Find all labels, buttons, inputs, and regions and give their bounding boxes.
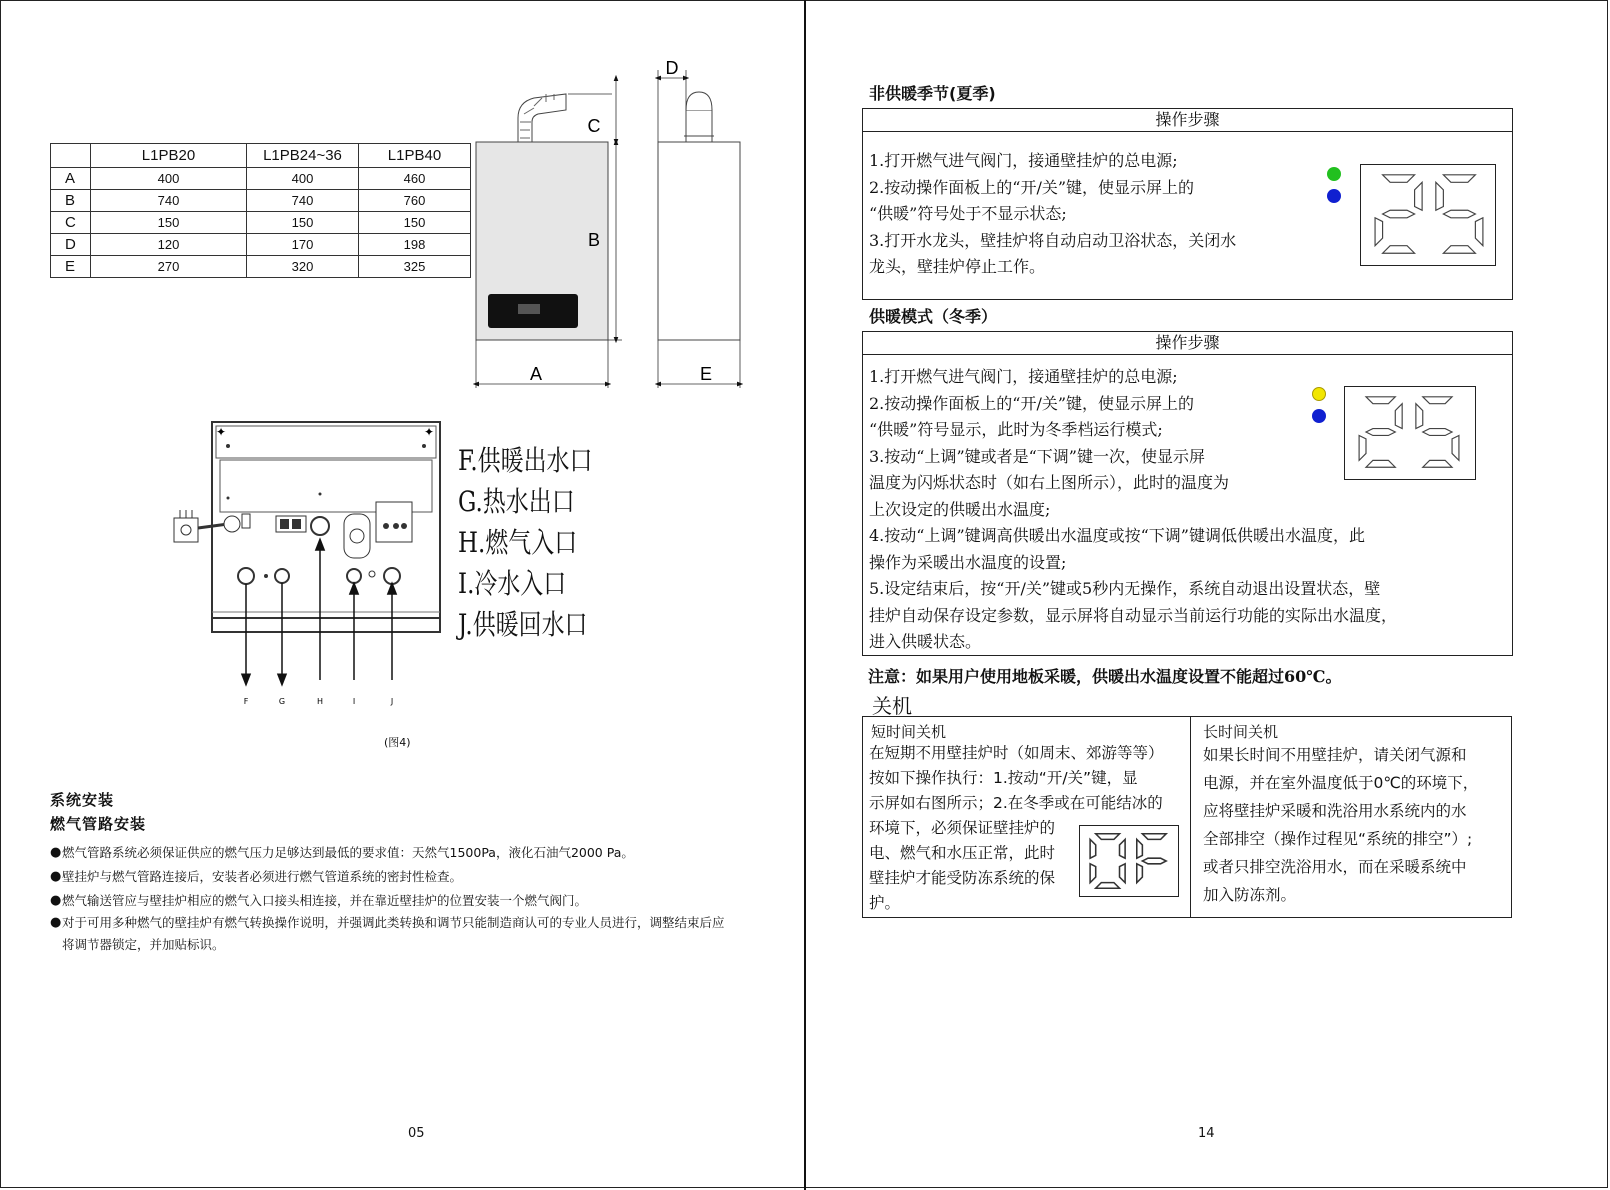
port-letter-j: J — [390, 697, 394, 706]
dim-letter-d: D — [665, 58, 679, 78]
step-line: 3.打开水龙头，壁挂炉将自动启动卫浴状态，关闭水 — [869, 230, 1237, 250]
display-segment — [1443, 246, 1475, 254]
step-line: 操作为采暖出水温度的设置; — [869, 552, 1067, 572]
text-line: 或者只排空洗浴用水，而在采暖系统中 — [1203, 858, 1467, 876]
table-row — [51, 256, 471, 278]
port-label: J.供暖回水口 — [458, 608, 588, 641]
bullet-text: 对于可用多种燃气的壁挂炉有燃气转换操作说明，并强调此类转换和调节只能制造商认可的专业人员进行，调整结束后应将调节器锁定，并加贴标识。 — [62, 915, 725, 952]
list-item — [50, 890, 750, 912]
step-line: 进入供暖状态。 — [869, 632, 982, 651]
table-cell: 740 — [247, 190, 359, 212]
port-letter-f: F — [243, 697, 249, 706]
svg-text:✦: ✦ — [424, 425, 435, 439]
table-cell: 150 — [247, 212, 359, 234]
port-f — [238, 568, 254, 584]
summer-heading: 非供暖季节(夏季) — [869, 84, 996, 103]
display-segment — [1375, 218, 1383, 246]
display-segment — [1395, 404, 1402, 429]
display-segment — [1423, 460, 1452, 467]
display-segment — [1096, 883, 1120, 889]
display-segment — [1366, 460, 1395, 467]
port-label: I.冷水入口 — [458, 567, 567, 600]
port-label: H.燃气入口 — [458, 526, 578, 559]
text-line: 按如下操作执行：1.按动“开/关”键，显 — [869, 769, 1138, 787]
summer-temperature-display — [1360, 164, 1496, 266]
summer-status-led-blue — [1327, 189, 1341, 203]
display-segment — [1366, 429, 1395, 436]
text-line: 电源，并在室外温度低于0℃的环境下， — [1203, 774, 1479, 792]
step-line: 4.按动“上调”键调高供暖出水温度或按“下调”键调低供暖出水温度，此 — [869, 526, 1365, 545]
table-header-row — [51, 144, 471, 168]
port-g — [275, 569, 289, 583]
table-row — [51, 212, 471, 234]
steps-header: 操作步骤 — [863, 332, 1512, 355]
long-term-text — [1203, 741, 1509, 909]
row-label: E — [51, 256, 91, 278]
table-cell: 400 — [91, 168, 247, 190]
dim-letter-c: C — [587, 116, 601, 136]
step-line: 1.打开燃气进气阀门，接通壁挂炉的总电源; — [869, 367, 1178, 386]
text-line: 应将壁挂炉采暖和洗浴用水系统内的水 — [1203, 802, 1467, 820]
boiler-dimension-drawing — [462, 58, 762, 398]
step-line: 1.打开燃气进气阀门，接通壁挂炉的总电源; — [869, 151, 1178, 170]
display-segment — [1142, 858, 1166, 864]
list-item — [50, 912, 750, 956]
text-line: 如果长时间不用壁挂炉，请关闭气源和 — [1203, 746, 1467, 764]
text-line: 在短期不用壁挂炉时（如周末、郊游等等） — [869, 744, 1164, 762]
display-segment — [1423, 429, 1452, 436]
display-segment — [1436, 182, 1444, 210]
dim-letter-a: A — [529, 364, 543, 384]
port-letter-h: H — [316, 697, 324, 706]
display-segment — [1090, 839, 1096, 858]
table-cell: 400 — [247, 168, 359, 190]
winter-heading: 供暖模式（冬季） — [869, 307, 998, 326]
display-segment — [1120, 864, 1126, 883]
text-line: 加入防冻剂。 — [1203, 886, 1297, 904]
table-cell: 198 — [359, 234, 471, 256]
column-divider — [1190, 717, 1191, 917]
row-label: C — [51, 212, 91, 234]
flue-elbow — [518, 94, 566, 142]
page-number-right: 14 — [1198, 1126, 1215, 1141]
display-segment — [1142, 834, 1166, 840]
display-segment — [1120, 839, 1126, 858]
text-line: 全部排空（操作过程见“系统的排空”）; — [1203, 830, 1473, 848]
table-cell: 270 — [91, 256, 247, 278]
bullet-mark: ● — [50, 845, 62, 860]
table-row — [51, 168, 471, 190]
text-line: 壁挂炉才能受防冻系统的保 — [869, 869, 1056, 887]
steps-header: 操作步骤 — [863, 109, 1512, 132]
page-number-left: 05 — [408, 1126, 425, 1141]
display-digits — [1359, 397, 1459, 467]
text-line: 电、燃气和水压正常，此时 — [869, 844, 1056, 862]
text-line: 环境下，必须保证壁挂炉的 — [869, 819, 1056, 837]
gas-installation-section — [50, 788, 750, 956]
table-cell: 460 — [359, 168, 471, 190]
dim-letter-e: E — [699, 364, 713, 384]
list-item — [50, 842, 750, 864]
text-line: 示屏如右图所示；2.在冬季或在可能结冰的 — [869, 794, 1163, 812]
table-cell: 740 — [91, 190, 247, 212]
table-cell: 325 — [359, 256, 471, 278]
table-cell: 120 — [91, 234, 247, 256]
display-segment — [1366, 397, 1395, 404]
bullet-text: 燃气输送管应与壁挂炉相应的燃气入口接头相连接，并在靠近壁挂炉的位置安装一个燃气阀门。 — [62, 893, 588, 908]
svg-text:✦: ✦ — [216, 425, 227, 439]
display-segment — [1415, 182, 1423, 210]
floor-heating-note: 注意：如果用户使用地板采暖，供暖出水温度设置不能超过60℃。 — [868, 667, 1342, 686]
display-segment — [1443, 210, 1475, 218]
port-j — [384, 568, 400, 584]
table-cell: 150 — [91, 212, 247, 234]
figure-caption: (图4) — [384, 736, 411, 749]
winter-temperature-display — [1344, 386, 1476, 480]
shutdown-heading: 关机 — [872, 694, 912, 718]
port-label: G.热水出口 — [458, 485, 575, 518]
display-segment — [1096, 834, 1120, 840]
port-letter-i: I — [352, 697, 356, 706]
display-segment — [1137, 839, 1143, 858]
step-line: “供暖”符号处于不显示状态; — [869, 204, 1067, 223]
header-cell: L1PB24~36 — [247, 144, 359, 168]
winter-status-led-blue — [1312, 409, 1326, 423]
display-segment — [1443, 175, 1475, 183]
flue-side — [686, 110, 712, 142]
table-cell: 320 — [247, 256, 359, 278]
header-cell — [51, 144, 91, 168]
boiler-bottom-ports-diagram — [172, 418, 458, 710]
step-line: 龙头，壁挂炉停止工作。 — [869, 257, 1046, 276]
display-segment — [1359, 435, 1366, 460]
display-segment — [1383, 175, 1415, 183]
table-cell: 170 — [247, 234, 359, 256]
port-letter-g: G — [278, 697, 286, 706]
step-line: 温度为闪烁状态时（如右上图所示），此时的温度为 — [869, 473, 1230, 492]
section-title: 系统安装 — [50, 791, 115, 809]
step-line: 2.按动操作面板上的“开/关”键，使显示屏上的 — [869, 393, 1195, 413]
display-segment — [1137, 864, 1143, 883]
dimension-table — [50, 143, 471, 278]
table-cell: 150 — [359, 212, 471, 234]
summer-steps-text — [869, 148, 1319, 281]
step-line: 挂炉自动保存设定参数，显示屏将自动显示当前运行功能的实际出水温度， — [869, 605, 1398, 625]
header-cell: L1PB20 — [91, 144, 247, 168]
step-line: 上次设定的供暖出水温度; — [869, 499, 1051, 519]
step-line: 3.按动“上调”键或者是“下调”键一次，使显示屏 — [869, 446, 1205, 466]
display-segment — [1475, 218, 1483, 246]
bullet-mark: ● — [50, 915, 62, 930]
display-segment — [1452, 435, 1459, 460]
row-label: A — [51, 168, 91, 190]
list-item — [50, 866, 750, 888]
display-digits — [1090, 834, 1166, 888]
bullet-text: 壁挂炉与燃气管路连接后，安装者必须进行燃气管道系统的密封性检查。 — [62, 869, 463, 884]
off-display — [1079, 825, 1179, 897]
step-line: 5.设定结束后，按“开/关”键或5秒内无操作，系统自动退出设置状态，壁 — [869, 579, 1381, 598]
subsection-title: 燃气管路安装 — [50, 815, 147, 833]
short-term-title: 短时间关机 — [871, 723, 947, 741]
display-segment — [1383, 246, 1415, 254]
long-term-title: 长时间关机 — [1203, 723, 1279, 741]
display-segment — [1383, 210, 1415, 218]
port-label: F.供暖出水口 — [458, 444, 593, 477]
winter-status-led-yellow — [1312, 387, 1326, 401]
boiler-side-body — [658, 142, 740, 340]
row-label: B — [51, 190, 91, 212]
display-segment — [1090, 864, 1096, 883]
port-label-list — [458, 440, 622, 645]
table-cell: 760 — [359, 190, 471, 212]
port-i — [347, 569, 361, 583]
dim-letter-b: B — [587, 230, 601, 250]
text-line: 护。 — [869, 894, 901, 912]
display-segment — [1423, 397, 1452, 404]
summer-status-led-green — [1327, 167, 1341, 181]
row-label: D — [51, 234, 91, 256]
shutdown-table — [862, 716, 1512, 918]
bullet-text: 燃气管路系统必须保证供应的燃气压力足够达到最低的要求值：天然气1500Pa，液化石油气2000 Pa。 — [62, 845, 634, 860]
table-row — [51, 190, 471, 212]
table-row — [51, 234, 471, 256]
bullet-mark: ● — [50, 893, 62, 908]
page-gutter — [804, 0, 806, 1190]
step-line: “供暖”符号显示，此时为冬季档运行模式; — [869, 420, 1163, 439]
header-cell: L1PB40 — [359, 144, 471, 168]
step-line: 2.按动操作面板上的“开/关”键，使显示屏上的 — [869, 177, 1195, 197]
bullet-mark: ● — [50, 869, 62, 884]
display-segment — [1416, 404, 1423, 429]
display-digits — [1375, 175, 1483, 253]
